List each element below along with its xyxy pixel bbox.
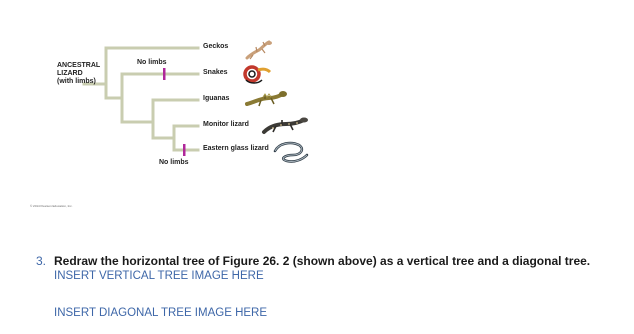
taxon-label-eastern-glass-lizard: Eastern glass lizard xyxy=(203,145,269,152)
iguana-illustration xyxy=(247,91,287,106)
snake-illustration xyxy=(245,67,270,83)
gecko-illustration xyxy=(247,41,272,59)
question-text: Redraw the horizontal tree of Figure 26. 2 (shown above) as a vertical tree and a diagonal tree. xyxy=(54,254,591,268)
ancestor-label-line-2: LIZARD xyxy=(57,70,83,77)
trait-label-glass-lizard: No limbs xyxy=(159,159,189,166)
trait-mark-snakes xyxy=(163,68,166,80)
ancestor-label-line-1: ANCESTRAL xyxy=(57,62,101,69)
question-number: 3. xyxy=(36,254,47,268)
trait-label-snakes: No limbs xyxy=(137,59,167,66)
insert-diagonal-tree-placeholder[interactable]: INSERT DIAGONAL TREE IMAGE HERE xyxy=(54,307,268,319)
insert-vertical-tree-placeholder[interactable]: INSERT VERTICAL TREE IMAGE HERE xyxy=(54,270,264,282)
trait-mark-glass-lizard xyxy=(183,144,186,156)
copyright-notice: © 2014 Pearson Education, Inc. xyxy=(30,204,73,208)
taxon-label-snakes: Snakes xyxy=(203,69,228,76)
taxon-label-monitor-lizard: Monitor lizard xyxy=(203,121,249,128)
taxon-label-geckos: Geckos xyxy=(203,43,229,50)
taxon-label-iguanas: Iguanas xyxy=(203,95,230,102)
glass-lizard-illustration xyxy=(275,143,307,162)
question-3 xyxy=(36,254,590,268)
monitor-lizard-illustration xyxy=(264,118,308,133)
ancestor-label xyxy=(57,62,100,86)
ancestor-label-line-3: (with limbs) xyxy=(57,78,96,85)
